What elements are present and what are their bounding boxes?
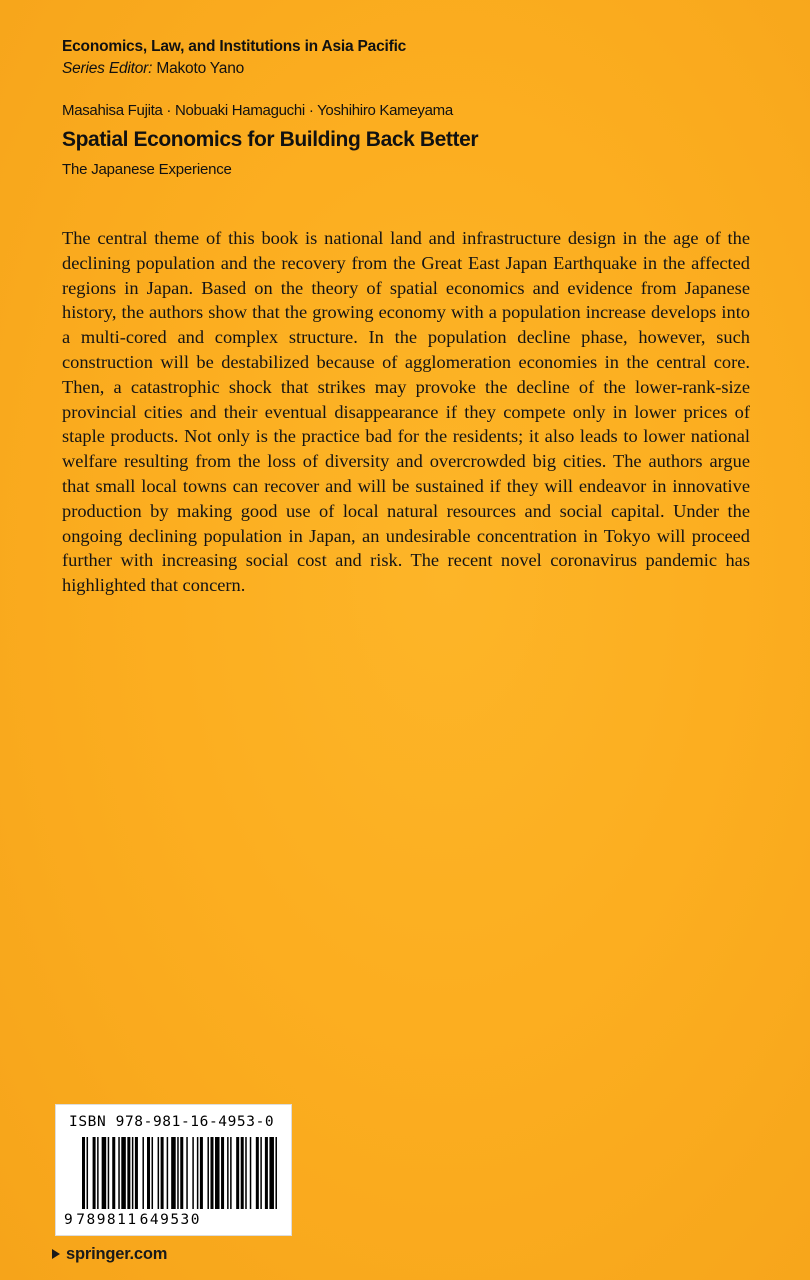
- publisher-link[interactable]: [52, 1244, 167, 1264]
- barcode-bar: [112, 1137, 115, 1209]
- barcode-bar: [177, 1137, 179, 1209]
- barcode-bar: [147, 1137, 150, 1209]
- series-editor-label: Series Editor:: [62, 60, 153, 77]
- isbn-barcode-box: [55, 1104, 292, 1236]
- publisher-link-text: springer.com: [66, 1245, 168, 1263]
- barcode-bar: [142, 1137, 144, 1209]
- barcode-bar: [230, 1137, 232, 1209]
- barcode-bar: [93, 1137, 96, 1209]
- barcode-bar: [171, 1137, 176, 1209]
- barcode-bar: [167, 1137, 169, 1209]
- series-title: Economics, Law, and Institutions in Asia Pacific: [62, 38, 407, 55]
- isbn-label: ISBN 978-981-16-4953-0: [69, 1114, 275, 1130]
- series-header: [62, 36, 762, 80]
- book-subtitle: The Japanese Experience: [62, 161, 232, 178]
- barcode-bar: [221, 1137, 224, 1209]
- barcode-bar: [158, 1137, 160, 1209]
- series-editor: [62, 58, 762, 80]
- barcode-bar: [241, 1137, 244, 1209]
- barcode-bar: [200, 1137, 203, 1209]
- barcode-bar: [152, 1137, 154, 1209]
- barcode-bar: [215, 1137, 220, 1209]
- book-title: Spatial Economics for Building Back Better: [62, 128, 479, 151]
- barcode-digits: [64, 1211, 288, 1229]
- barcode-bar: [118, 1137, 120, 1209]
- barcode-bar: [102, 1137, 107, 1209]
- barcode-bar: [161, 1137, 164, 1209]
- barcode-lead-digit: 9: [64, 1212, 75, 1228]
- barcode-bar: [132, 1137, 134, 1209]
- barcode-left-digits: 789811: [76, 1212, 138, 1228]
- barcode-bar: [192, 1137, 194, 1209]
- barcode-bar: [121, 1137, 126, 1209]
- barcode-bar: [207, 1137, 209, 1209]
- barcode-right-digits: 649530: [139, 1212, 202, 1228]
- barcode-bar: [180, 1137, 183, 1209]
- barcode-bar: [186, 1137, 188, 1209]
- play-arrow-icon: [52, 1249, 60, 1259]
- barcode-bar: [265, 1137, 268, 1209]
- barcode-bar: [260, 1137, 262, 1209]
- barcode-bar: [87, 1137, 89, 1209]
- barcode-bar: [227, 1137, 229, 1209]
- blurb-text: The central theme of this book is national land and infrastructure design in the age of the declining population and the recovery from the Great East Japan Earthquake in the affected regions in Japan. Based on the theory of spatial economics and evidence from Japanese history, the authors show that the growing economy with a population increase develops into a multi-cored and complex structure. In the population decline phase, however, such construction will be destabilized because of agglomeration economies in the central core. Then, a catastrophic shock that strikes may provoke the decline of the lower-rank-size provincial cities and their eventual disappearance if they compete only in lower prices of staple products. Not only is the practice bad for the residents; it also leads to lower national welfare resulting from the loss of diversity and overcrowded big cities. The authors argue that small local towns can recover and will be sustained if they will endeavor in innovative production by making good use of local natural resources and social capital. Under the ongoing declining population in Japan, an undesirable concentration in Tokyo will proceed further with increasing social cost and risk. The recent novel coronavirus pandemic has highlighted that concern.: [62, 228, 750, 596]
- series-editor-name: Makoto Yano: [152, 60, 245, 77]
- barcode-bar: [269, 1137, 274, 1209]
- barcode-bar: [82, 1137, 85, 1209]
- barcode-bar: [97, 1137, 99, 1209]
- barcode-bar: [135, 1137, 138, 1209]
- barcode-bar: [236, 1137, 239, 1209]
- barcode-bar: [256, 1137, 259, 1209]
- barcode-bar: [250, 1137, 252, 1209]
- barcode-bar: [245, 1137, 247, 1209]
- barcode-bar: [210, 1137, 213, 1209]
- barcode-bar: [275, 1137, 277, 1209]
- barcode-bar: [108, 1137, 110, 1209]
- authors: Masahisa Fujita · Nobuaki Hamaguchi · Yoshihiro Kameyama: [62, 102, 453, 119]
- barcode-bar: [127, 1137, 130, 1209]
- barcode-bar: [197, 1137, 199, 1209]
